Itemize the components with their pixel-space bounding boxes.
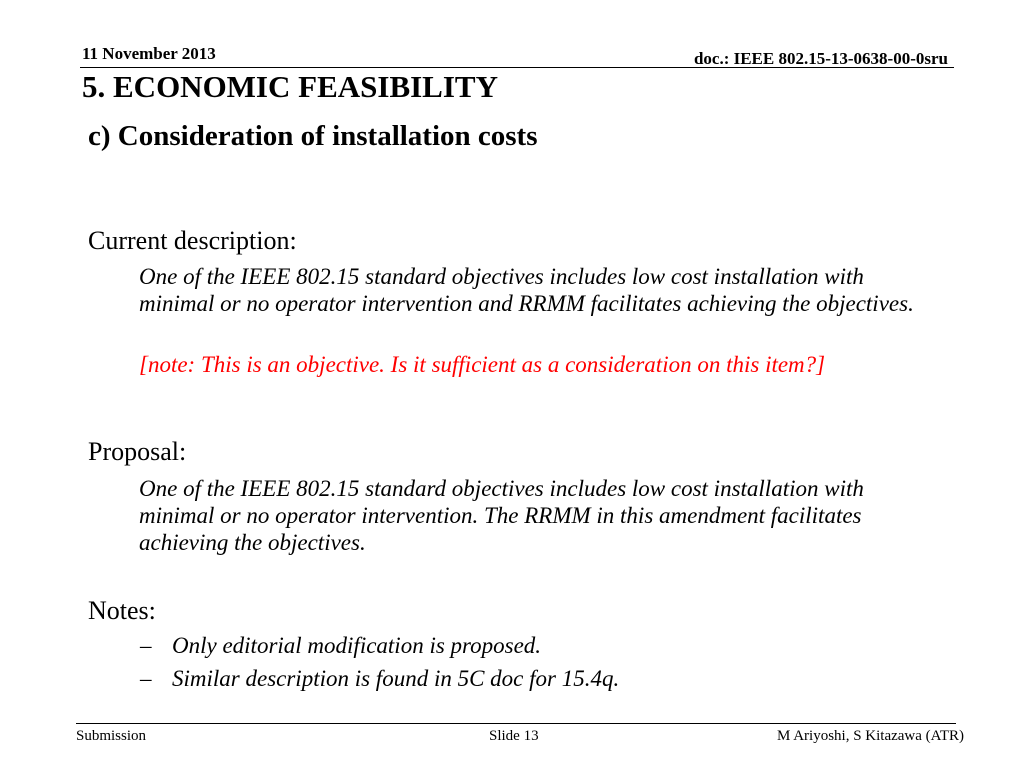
- header-divider: [80, 67, 954, 68]
- header-doc-id: doc.: IEEE 802.15-13-0638-00-0sru: [693, 49, 948, 68]
- header-date: 11 November 2013: [82, 44, 216, 63]
- current-description-heading: Current description:: [88, 226, 297, 255]
- footer-submission: Submission: [76, 728, 147, 744]
- notes-item-text: Only editorial modification is proposed.: [172, 633, 542, 658]
- footer-slide-number: Slide 13: [489, 728, 539, 744]
- current-description-note: [note: This is an objective. Is it sufficient as a consideration on this item?]: [139, 352, 826, 377]
- dash-bullet-icon: –: [140, 633, 152, 658]
- notes-item-text: Similar description is found in 5C doc for 15.4q.: [172, 666, 620, 691]
- footer-divider: [76, 723, 956, 724]
- proposal-text: One of the IEEE 802.15 standard objectives includes low cost installation with minimal or no operator intervention. The RRMM in this amendment facilitates achieving the objectives.: [139, 476, 864, 555]
- slide-subtitle: c) Consideration of installation costs: [88, 120, 538, 152]
- dash-bullet-icon: –: [140, 666, 152, 691]
- slide-title: 5. ECONOMIC FEASIBILITY: [82, 69, 498, 104]
- footer-authors: M Ariyoshi, S Kitazawa (ATR): [776, 728, 964, 744]
- proposal-heading: Proposal:: [88, 437, 187, 466]
- notes-item: [140, 666, 619, 692]
- notes-heading: Notes:: [88, 596, 156, 625]
- current-description-text: One of the IEEE 802.15 standard objectives includes low cost installation with minimal or no operator intervention and RRMM facilitates achieving the objectives.: [139, 264, 914, 316]
- notes-item: [140, 633, 541, 659]
